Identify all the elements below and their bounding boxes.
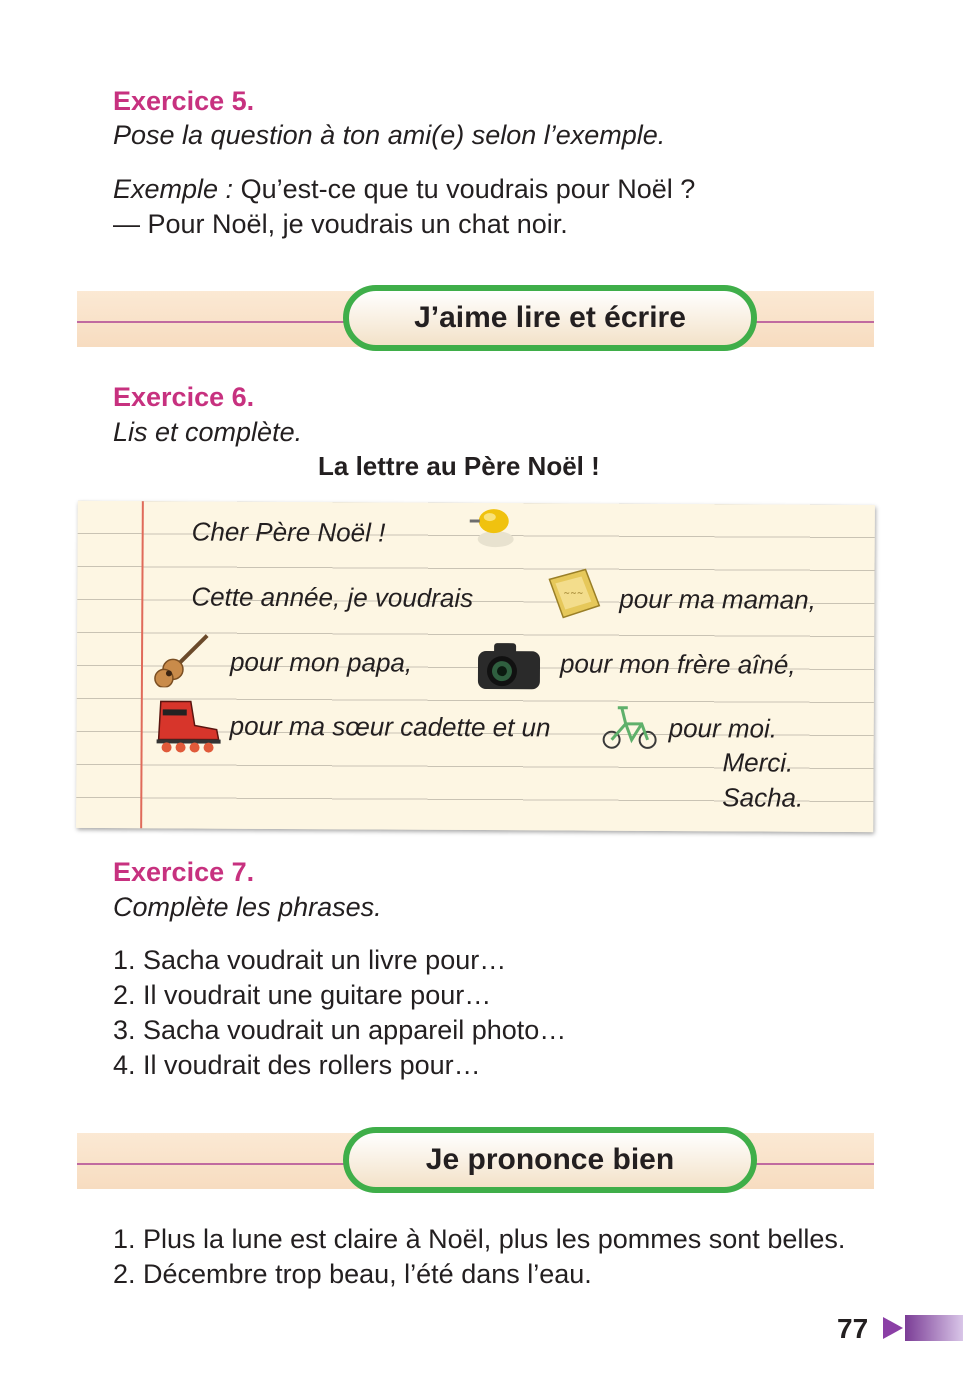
lemon-icon: [468, 505, 520, 553]
letter-thanks: Merci.: [722, 747, 794, 778]
list-item: 3. Sacha voudrait un appareil photo…: [113, 1015, 567, 1045]
svg-text:~~~: ~~~: [563, 588, 584, 598]
exercise-5-example: [113, 174, 695, 205]
letter-greeting: Cher Père Noël !: [191, 516, 386, 548]
exercise-6-title: Exercice 6.: [113, 382, 255, 412]
camera-icon: [472, 637, 546, 695]
list-item: 1. Sacha voudrait un livre pour…: [113, 945, 507, 975]
bicycle-icon: [602, 700, 660, 752]
letter-heading: La lettre au Père Noël !: [318, 451, 600, 481]
letter-line-2a: pour mon papa,: [229, 646, 413, 678]
list-item: 1. Plus la lune est claire à Noël, plus les pommes sont belles.: [113, 1224, 846, 1254]
example-question: Qu’est-ce que tu voudrais pour Noël ?: [233, 174, 696, 204]
letter-line-3a: pour ma sœur cadette et un: [229, 710, 551, 743]
letter-line-2b: pour mon frère aîné,: [559, 648, 796, 680]
list-item: 2. Il voudrait une guitare pour…: [113, 980, 492, 1010]
page-arrow-icon: [883, 1317, 903, 1339]
book-icon: [545, 567, 603, 621]
example-label: Exemple :: [113, 174, 234, 204]
exercise-5-title: Exercice 5.: [113, 86, 255, 116]
exercise-7-instruction: Complète les phrases.: [113, 892, 382, 922]
page-number: 77: [837, 1313, 869, 1344]
exercise-5-instruction: Pose la question à ton ami(e) selon l’exemple.: [113, 120, 666, 150]
letter-notebook: [76, 501, 875, 832]
rollerskate-icon: [151, 695, 225, 753]
section-banner-pronounce: [77, 1133, 874, 1189]
letter-line-1b: pour ma maman,: [619, 583, 816, 615]
guitar-icon: [153, 631, 213, 687]
section-banner-reading: [77, 291, 874, 347]
letter-signature: Sacha.: [722, 782, 804, 813]
letter-line-1a: Cette année, je voudrais: [191, 581, 474, 613]
letter-line-3b: pour moi.: [668, 713, 778, 744]
exercise-7-title: Exercice 7.: [113, 857, 255, 887]
notebook-margin-line: [140, 501, 144, 828]
exercise-6-instruction: Lis et complète.: [113, 417, 303, 447]
exercise-5-example-answer: — Pour Noël, je voudrais un chat noir.: [113, 209, 568, 239]
list-item: 4. Il voudrait des rollers pour…: [113, 1050, 481, 1080]
page-tab: [905, 1315, 963, 1341]
section-title-pronounce: Je prononce bien: [343, 1127, 757, 1193]
section-title-reading: J’aime lire et écrire: [343, 285, 757, 351]
list-item: 2. Décembre trop beau, l’été dans l’eau.: [113, 1259, 592, 1289]
